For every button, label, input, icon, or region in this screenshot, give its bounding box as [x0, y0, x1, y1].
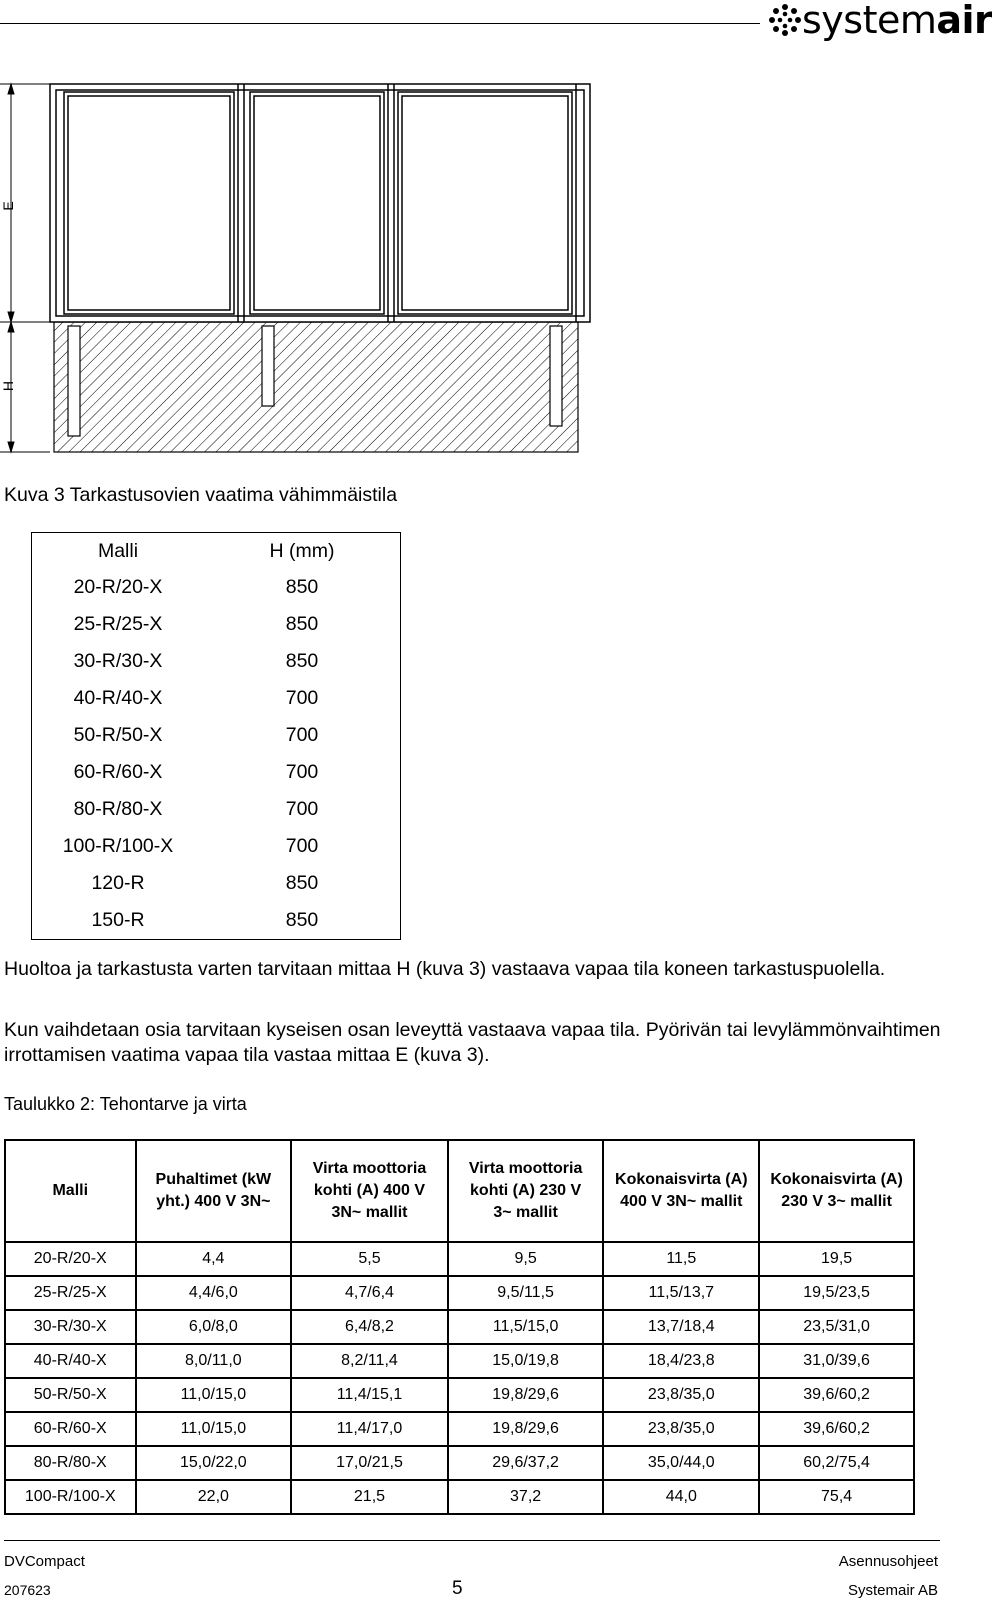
value-cell: 11,4/17,0	[291, 1412, 448, 1446]
clearance-diagram	[0, 75, 600, 455]
column-header: H (mm)	[269, 539, 335, 562]
model-cell: 60-R/60-X	[5, 1412, 136, 1446]
table-row	[5, 1480, 914, 1514]
table-row	[5, 1412, 914, 1446]
model-cell: 60-R/60-X	[73, 761, 163, 783]
value-cell: 700	[285, 724, 319, 746]
value-cell: 19,5/23,5	[759, 1276, 914, 1310]
value-cell: 60,2/75,4	[759, 1446, 914, 1480]
table-row	[32, 791, 401, 828]
value-cell: 6,4/8,2	[291, 1310, 448, 1344]
value-cell: 4,4/6,0	[136, 1276, 292, 1310]
model-cell: 20-R/20-X	[73, 576, 163, 598]
table-row	[32, 680, 401, 717]
model-cell: 100-R/100-X	[62, 835, 174, 857]
value-cell: 6,0/8,0	[136, 1310, 292, 1344]
table-row	[32, 902, 401, 940]
value-cell: 4,7/6,4	[291, 1276, 448, 1310]
value-cell: 700	[285, 835, 319, 857]
table-row	[5, 1242, 914, 1276]
table-row	[32, 569, 401, 606]
power-current-table	[4, 1139, 915, 1515]
value-cell: 9,5	[448, 1242, 604, 1276]
value-cell: 17,0/21,5	[291, 1446, 448, 1480]
value-cell: 9,5/11,5	[448, 1276, 604, 1310]
model-cell: 25-R/25-X	[73, 613, 163, 635]
table2-title: Taulukko 2: Tehontarve ja virta	[4, 1094, 247, 1114]
value-cell: 8,0/11,0	[136, 1344, 292, 1378]
model-cell: 40-R/40-X	[5, 1344, 136, 1378]
dimension-label-e: E	[0, 201, 16, 211]
model-cell: 30-R/30-X	[5, 1310, 136, 1344]
footer-product: DVCompact	[4, 1553, 85, 1570]
table-header-row	[32, 533, 401, 570]
value-cell: 11,0/15,0	[136, 1412, 292, 1446]
value-cell: 700	[285, 761, 319, 783]
value-cell: 15,0/19,8	[448, 1344, 604, 1378]
table-row	[32, 865, 401, 902]
value-cell: 23,8/35,0	[603, 1412, 759, 1446]
value-cell: 850	[285, 909, 319, 931]
table-row	[5, 1310, 914, 1344]
table-row	[32, 606, 401, 643]
column-header: Virta moottoria kohti (A) 230 V 3~ mallit	[448, 1140, 604, 1242]
page-number: 5	[452, 1578, 463, 1599]
value-cell: 11,0/15,0	[136, 1378, 292, 1412]
value-cell: 19,5	[759, 1242, 914, 1276]
column-header: Virta moottoria kohti (A) 400 V 3N~ mallit	[291, 1140, 448, 1242]
footer-doc-number: 207623	[4, 1582, 51, 1598]
logo-dots-icon	[768, 3, 802, 37]
column-header: Malli	[5, 1140, 136, 1242]
footer-doc-type: Asennusohjeet	[838, 1553, 938, 1570]
value-cell: 11,5/13,7	[603, 1276, 759, 1310]
model-cell: 30-R/30-X	[73, 650, 163, 672]
table-header-row	[5, 1140, 914, 1242]
value-cell: 29,6/37,2	[448, 1446, 604, 1480]
column-header: Kokonaisvirta (A) 400 V 3N~ mallit	[603, 1140, 759, 1242]
footer-rule	[4, 1540, 940, 1541]
value-cell: 5,5	[291, 1242, 448, 1276]
value-cell: 13,7/18,4	[603, 1310, 759, 1344]
value-cell: 850	[285, 872, 319, 894]
value-cell: 37,2	[448, 1480, 604, 1514]
dimension-label-h: H	[0, 380, 16, 392]
column-header: Kokonaisvirta (A) 230 V 3~ mallit	[759, 1140, 914, 1242]
value-cell: 23,5/31,0	[759, 1310, 914, 1344]
model-cell: 80-R/80-X	[73, 798, 163, 820]
value-cell: 11,5/15,0	[448, 1310, 604, 1344]
figure-caption: Kuva 3 Tarkastusovien vaatima vähimmäistila	[4, 484, 398, 506]
value-cell: 19,8/29,6	[448, 1412, 604, 1446]
clearance-table	[31, 532, 401, 940]
value-cell: 850	[285, 650, 319, 672]
value-cell: 850	[285, 576, 319, 598]
value-cell: 11,5	[603, 1242, 759, 1276]
model-cell: 25-R/25-X	[5, 1276, 136, 1310]
value-cell: 850	[285, 613, 319, 635]
model-cell: 150-R	[91, 909, 145, 931]
table-row	[5, 1378, 914, 1412]
value-cell: 75,4	[759, 1480, 914, 1514]
value-cell: 19,8/29,6	[448, 1378, 604, 1412]
value-cell: 22,0	[136, 1480, 292, 1514]
value-cell: 700	[285, 798, 319, 820]
column-header: Puhaltimet (kW yht.) 400 V 3N~	[136, 1140, 292, 1242]
model-cell: 20-R/20-X	[5, 1242, 136, 1276]
model-cell: 50-R/50-X	[73, 724, 163, 746]
model-cell: 80-R/80-X	[5, 1446, 136, 1480]
value-cell: 700	[285, 687, 319, 709]
value-cell: 39,6/60,2	[759, 1378, 914, 1412]
model-cell: 40-R/40-X	[73, 687, 163, 709]
table-row	[5, 1344, 914, 1378]
value-cell: 31,0/39,6	[759, 1344, 914, 1378]
model-cell: 120-R	[91, 872, 145, 894]
value-cell: 35,0/44,0	[603, 1446, 759, 1480]
paragraph-service: Huoltoa ja tarkastusta varten tarvitaan mittaa H (kuva 3) vastaava vapaa tila koneen tarkastuspuolella.	[4, 958, 886, 980]
footer-company: Systemair AB	[847, 1582, 938, 1599]
value-cell: 39,6/60,2	[759, 1412, 914, 1446]
column-header: Malli	[97, 539, 139, 562]
value-cell: 8,2/11,4	[291, 1344, 448, 1378]
value-cell: 4,4	[136, 1242, 292, 1276]
value-cell: 11,4/15,1	[291, 1378, 448, 1412]
value-cell: 15,0/22,0	[136, 1446, 292, 1480]
table-row	[32, 828, 401, 865]
model-cell: 100-R/100-X	[5, 1480, 136, 1514]
value-cell: 21,5	[291, 1480, 448, 1514]
value-cell: 23,8/35,0	[603, 1378, 759, 1412]
header-rule	[0, 23, 760, 24]
logo-text: systemair	[802, 0, 992, 42]
model-cell: 50-R/50-X	[5, 1378, 136, 1412]
table-row	[5, 1446, 914, 1480]
table-row	[32, 754, 401, 791]
table-row	[32, 643, 401, 680]
value-cell: 44,0	[603, 1480, 759, 1514]
table-row	[32, 717, 401, 754]
paragraph-replacement: Kun vaihdetaan osia tarvitaan kyseisen osan leveyttä vastaava vapaa tila. Pyörivän tai levylämmönvaihtimen irrottamisen vaatima vapaa tila vastaa mittaa E (kuva 3).	[4, 1019, 941, 1066]
systemair-logo	[768, 0, 992, 40]
value-cell: 18,4/23,8	[603, 1344, 759, 1378]
table-row	[5, 1276, 914, 1310]
